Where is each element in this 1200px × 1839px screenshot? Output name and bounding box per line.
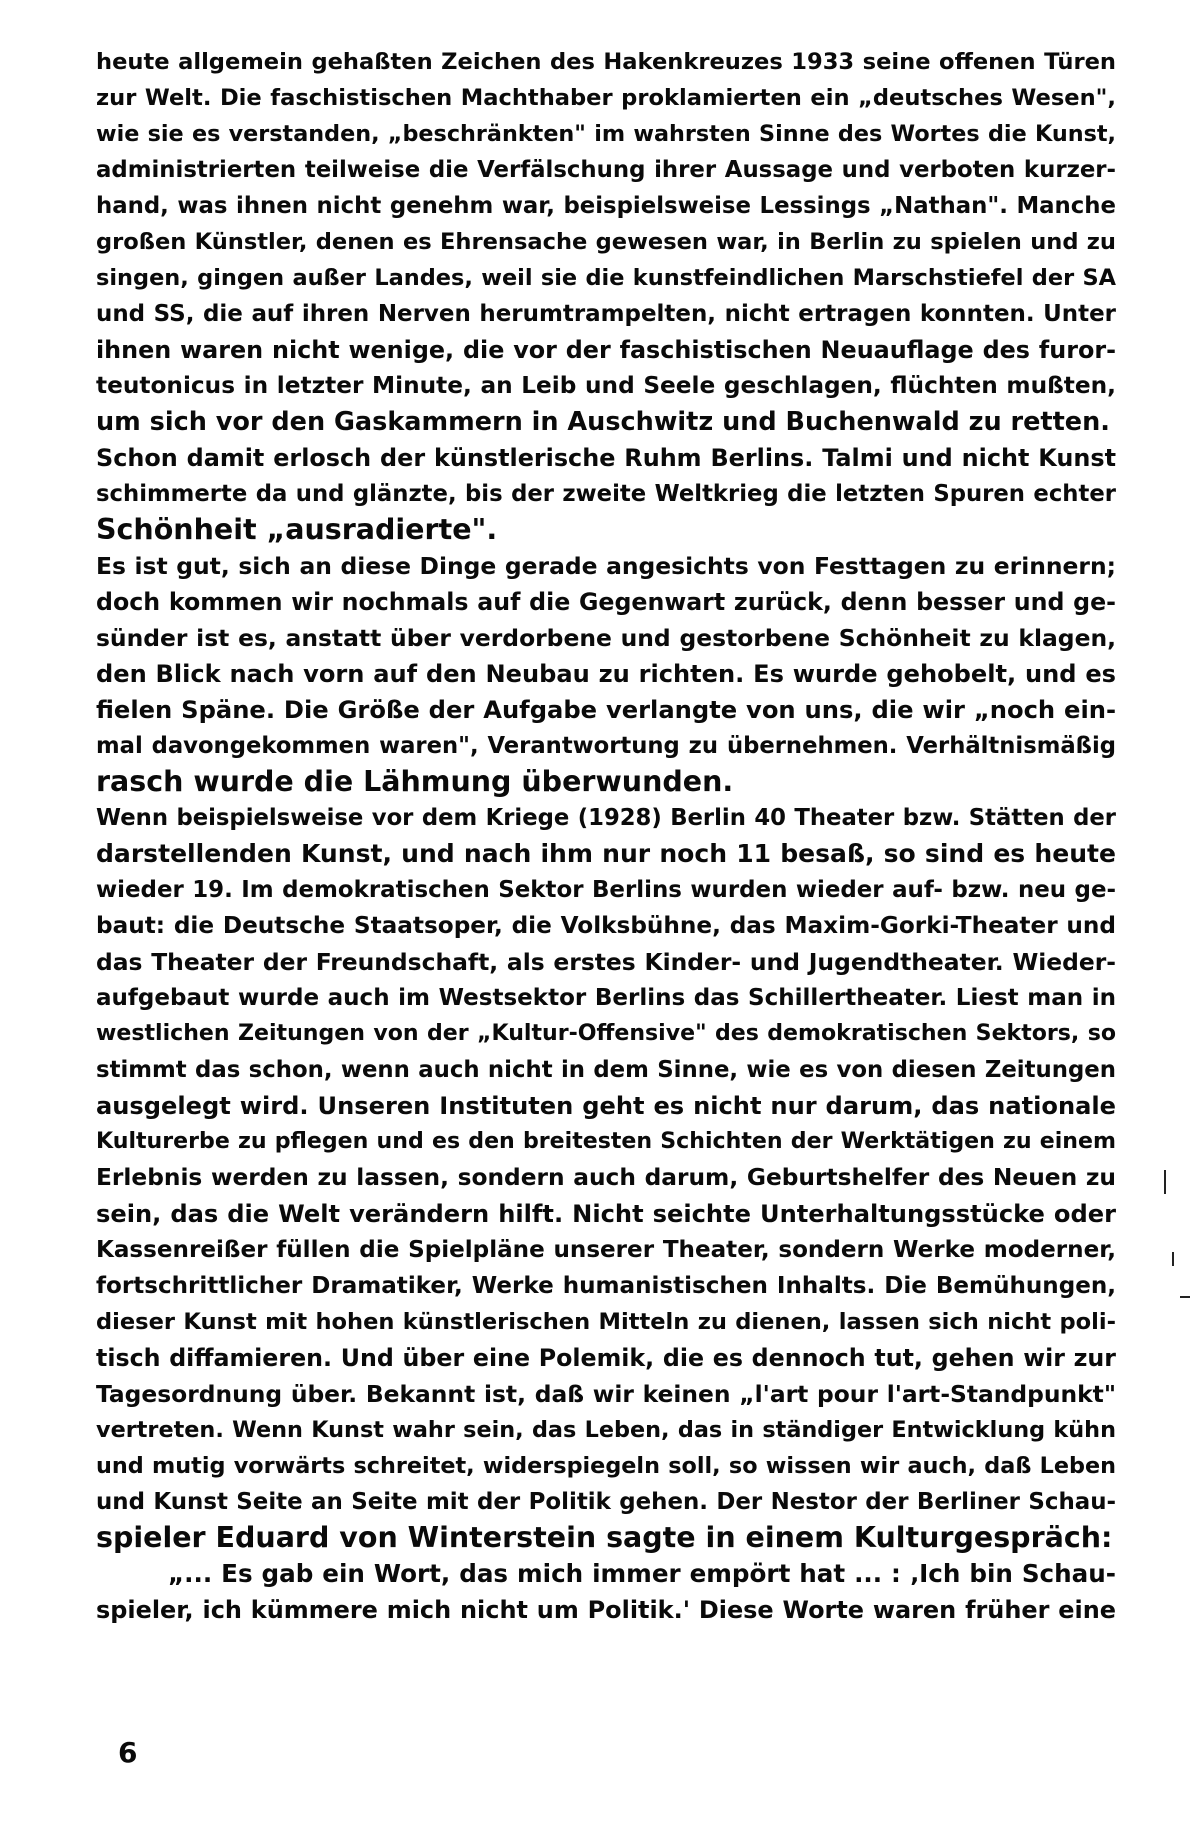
text-line: das Theater der Freundschaft, als erstes Kinder- und Jugendtheater. Wieder- bbox=[96, 948, 1116, 976]
text-line: sein, das die Welt verändern hilft. Nicht seichte Unterhaltungsstücke oder bbox=[96, 1200, 1116, 1228]
text-line: und SS, die auf ihren Nerven herumtrampelten, nicht ertragen konnten. Unter bbox=[96, 301, 1116, 327]
text-line: vertreten. Wenn Kunst wahr sein, das Leben, das in ständiger Entwicklung kühn bbox=[96, 1417, 1116, 1443]
text-line: wieder 19. Im demokratischen Sektor Berlins wurden wieder auf- bzw. neu ge- bbox=[96, 877, 1116, 903]
text-line: großen Künstler, denen es Ehrensache gewesen war, in Berlin zu spielen und zu bbox=[96, 229, 1116, 255]
text-line: rasch wurde die Lähmung überwunden. bbox=[96, 765, 734, 798]
text-line: spieler Eduard von Winterstein sagte in einem Kulturgespräch: bbox=[96, 1521, 1113, 1554]
text-line: darstellenden Kunst, und nach ihm nur noch 11 besaß, so sind es heute bbox=[96, 839, 1116, 868]
text-line: Wenn beispielsweise vor dem Kriege (1928) Berlin 40 Theater bzw. Stätten der bbox=[96, 805, 1116, 831]
text-line: westlichen Zeitungen von der „Kultur-Offensive" des demokratischen Sektors, so bbox=[96, 1021, 1116, 1046]
text-line: tisch diffamieren. Und über eine Polemik, die es dennoch tut, gehen wir zur bbox=[96, 1344, 1116, 1372]
text-line: schimmerte da und glänzte, bis der zweite Weltkrieg die letzten Spuren echter bbox=[96, 481, 1116, 507]
text-line: mal davongekommen waren", Verantwortung zu übernehmen. Verhältnismäßig bbox=[96, 733, 1116, 759]
text-line: wie sie es verstanden, „beschränkten" im wahrsten Sinne des Wortes die Kunst, bbox=[96, 121, 1116, 147]
text-line: baut: die Deutsche Staatsoper, die Volksbühne, das Maxim-Gorki-Theater und bbox=[96, 912, 1116, 939]
text-line: Kassenreißer füllen die Spielpläne unserer Theater, sondern Werke moderner, bbox=[96, 1237, 1116, 1263]
text-line: sünder ist es, anstatt über verdorbene und gestorbene Schönheit zu klagen, bbox=[96, 624, 1116, 652]
text-line: aufgebaut wurde auch im Westsektor Berlins das Schillertheater. Liest man in bbox=[96, 985, 1116, 1011]
text-line: stimmt das schon, wenn auch nicht in dem Sinne, wie es von diesen Zeitungen bbox=[96, 1057, 1116, 1083]
text-line: Schönheit „ausradierte". bbox=[96, 513, 498, 546]
page-number: 6 bbox=[118, 1736, 138, 1769]
quote-line: spieler, ich kümmere mich nicht um Politik.' Diese Worte waren früher eine bbox=[96, 1596, 1116, 1624]
text-line: Es ist gut, sich an diese Dinge gerade angesichts von Festtagen zu erinnern; bbox=[96, 552, 1116, 580]
text-line: ausgelegt wird. Unseren Instituten geht es nicht nur darum, das nationale bbox=[96, 1092, 1116, 1120]
text-line: den Blick nach vorn auf den Neubau zu richten. Es wurde gehobelt, und es bbox=[96, 660, 1116, 688]
text-line: Schon damit erlosch der künstlerische Ruhm Berlins. Talmi und nicht Kunst bbox=[96, 444, 1116, 472]
text-line: fortschrittlicher Dramatiker, Werke humanistischen Inhalts. Die Bemühungen, bbox=[96, 1273, 1116, 1299]
quote-line: „... Es gab ein Wort, das mich immer empört hat ... : ‚Ich bin Schau- bbox=[168, 1559, 1116, 1588]
text-line: zur Welt. Die faschistischen Machthaber proklamierten ein „deutsches Wesen", bbox=[96, 85, 1116, 111]
text-line: fielen Späne. Die Größe der Aufgabe verlangte von uns, die wir „noch ein- bbox=[96, 696, 1116, 724]
body-text bbox=[96, 44, 1136, 1628]
text-line: dieser Kunst mit hohen künstlerischen Mitteln zu dienen, lassen sich nicht poli- bbox=[96, 1309, 1116, 1335]
text-line: Kulturerbe zu pflegen und es den breitesten Schichten der Werktätigen zu einem bbox=[96, 1129, 1116, 1154]
text-line: und Kunst Seite an Seite mit der Politik gehen. Der Nestor der Berliner Schau- bbox=[96, 1489, 1116, 1515]
text-line: Erlebnis werden zu lassen, sondern auch darum, Geburtshelfer des Neuen zu bbox=[96, 1164, 1116, 1191]
text-line: um sich vor den Gaskammern in Auschwitz und Buchenwald zu retten. bbox=[96, 407, 1110, 437]
text-line: singen, gingen außer Landes, weil sie die kunstfeindlichen Marschstiefel der SA bbox=[96, 265, 1116, 291]
scan-artifact bbox=[1180, 1296, 1190, 1298]
text-line: heute allgemein gehaßten Zeichen des Hakenkreuzes 1933 seine offenen Türen bbox=[96, 49, 1116, 75]
text-line: ihnen waren nicht wenige, die vor der faschistischen Neuauflage des furor- bbox=[96, 336, 1116, 364]
text-line: und mutig vorwärts schreitet, widerspiegeln soll, so wissen wir auch, daß Leben bbox=[96, 1453, 1116, 1479]
text-line: administrierten teilweise die Verfälschung ihrer Aussage und verboten kurzer- bbox=[96, 157, 1116, 183]
text-line: Tagesordnung über. Bekannt ist, daß wir keinen „l'art pour l'art-Standpunkt" bbox=[96, 1380, 1116, 1408]
text-line: doch kommen wir nochmals auf die Gegenwart zurück, denn besser und ge- bbox=[96, 588, 1116, 616]
scan-artifact bbox=[1172, 1252, 1174, 1266]
text-line: teutonicus in letzter Minute, an Leib und Seele geschlagen, flüchten mußten, bbox=[96, 372, 1116, 399]
text-line: hand, was ihnen nicht genehm war, beispielsweise Lessings „Nathan". Manche bbox=[96, 193, 1116, 219]
scan-artifact bbox=[1164, 1170, 1166, 1194]
